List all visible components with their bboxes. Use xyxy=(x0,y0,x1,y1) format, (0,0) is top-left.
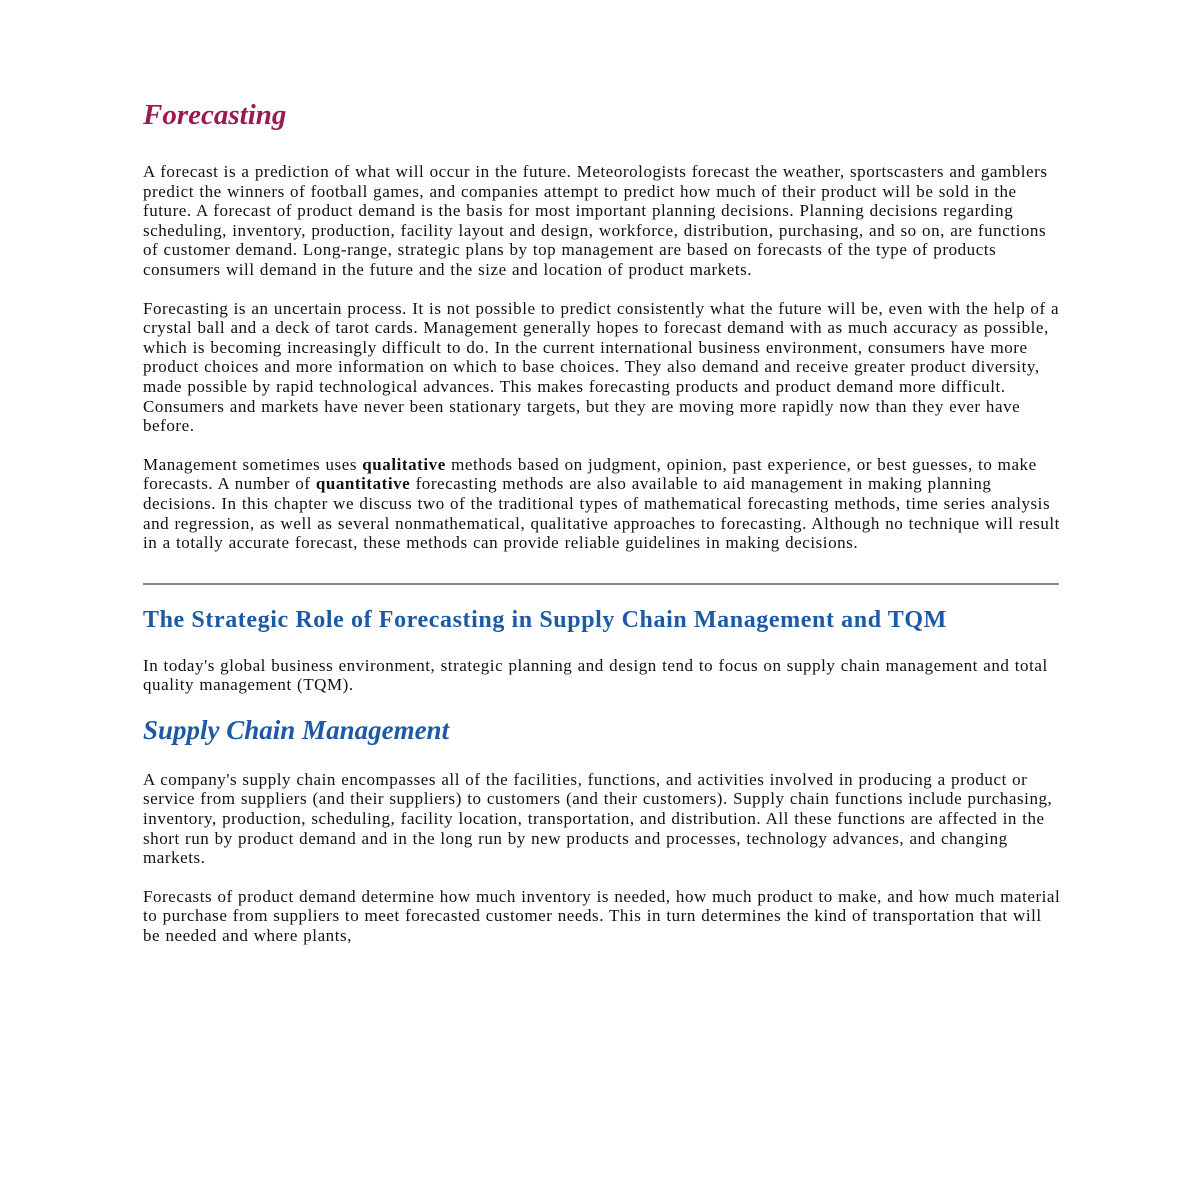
qualitative-term: qualitative xyxy=(362,454,446,474)
supply-chain-paragraph-2: Forecasts of product demand determine how much inventory is needed, how much product to make, and how much material to purchase from suppliers to meet forecasted customer needs. This in turn determines the kind of transportation that will be needed and where plants, xyxy=(143,886,1061,946)
forecasting-heading: Forecasting xyxy=(143,99,287,131)
forecasting-paragraph-3 xyxy=(143,455,1063,553)
supply-chain-heading: Supply Chain Management xyxy=(143,714,450,745)
forecasting-paragraph-1: A forecast is a prediction of what will occur in the future. Meteorologists forecast the weather, sportscasters and gamblers predict the winners of football games, and companies attempt to predict how much of their product will be sold in the future. A forecast of product demand is the basis for most important planning decisions. Planning decisions regarding scheduling, inventory, production, facility layout and design, workforce, distribution, purchasing, and so on, are functions of customer demand. Long-range, strategic plans by top management are based on forecasts of the type of products consumers will demand in the future and the size and location of product markets. xyxy=(143,162,1048,279)
paragraph-text: forecasting methods are also available to aid management in making planning decisions. In this chapter we discuss two of the traditional types of mathematical forecasting methods, time series analysis and regression, as well as several nonmathematical, qualitative approaches to forecasting. Although no technique will result in a totally accurate forecast, these methods can provide reliable guidelines in making decisions. xyxy=(143,474,1060,553)
strategic-role-paragraph: In today's global business environment, strategic planning and design tend to focus on supply chain management and total quality management (TQM). xyxy=(143,655,1048,695)
paragraph-text: methods based on judgment, opinion, past experience, or best guesses, to make forecasts. A number of xyxy=(143,454,1037,494)
strategic-role-heading: The Strategic Role of Forecasting in Supply Chain Management and TQM xyxy=(143,606,947,633)
paragraph-text: Management sometimes uses xyxy=(143,454,363,474)
quantitative-term: quantitative xyxy=(315,474,411,494)
forecasting-paragraph-2: Forecasting is an uncertain process. It is not possible to predict consistently what the future will be, even with the help of a crystal ball and a deck of tarot cards. Management generally hopes to forecast demand with as much accuracy as possible, which is becoming increasingly difficult to do. In the current international business environment, consumers have more product choices and more information on which to base choices. They also demand and receive greater product diversity, made possible by rapid technological advances. This makes forecasting products and product demand more difficult. Consumers and markets have never been stationary targets, but they are moving more rapidly now than they ever have before. xyxy=(143,298,1060,436)
section-divider xyxy=(143,583,1059,585)
supply-chain-paragraph-1: A company's supply chain encompasses all of the facilities, functions, and activities involved in producing a product or service from suppliers (and their suppliers) to customers (and their customers). Supply chain functions include purchasing, inventory, production, scheduling, facility location, transportation, and distribution. All these functions are affected in the short run by product demand and in the long run by new products and processes, technology advances, and changing markets. xyxy=(143,769,1053,868)
